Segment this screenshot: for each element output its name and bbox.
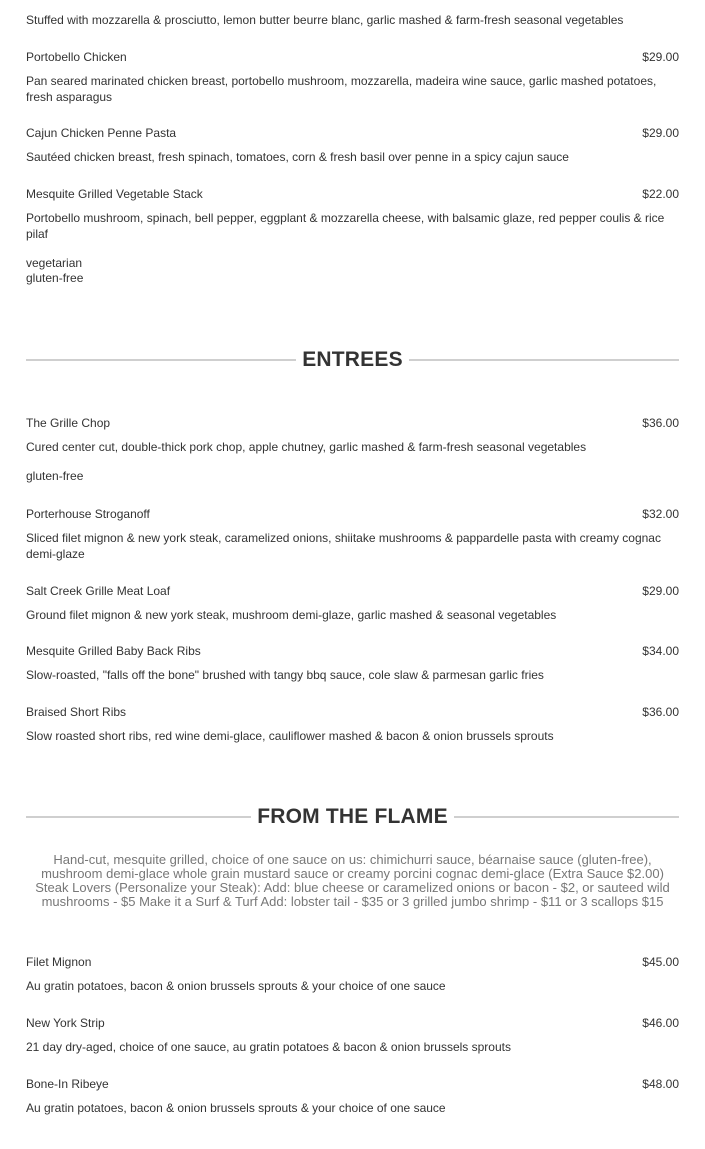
menu-item bbox=[26, 1076, 679, 1116]
section-title: FROM THE FLAME bbox=[257, 805, 448, 828]
menu-item bbox=[26, 125, 679, 165]
item-price: $36.00 bbox=[642, 416, 679, 430]
item-name: Cajun Chicken Penne Pasta bbox=[26, 126, 177, 140]
menu-item bbox=[26, 704, 679, 744]
item-price: $34.00 bbox=[642, 644, 679, 658]
tag-vegetarian: vegetarian bbox=[26, 256, 83, 270]
menu-item bbox=[26, 415, 679, 455]
item-description: Stuffed with mozzarella & prosciutto, lemon butter beurre blanc, garlic mashed & farm-fresh seasonal vegetables bbox=[26, 13, 624, 27]
item-price: $29.00 bbox=[642, 584, 679, 598]
divider bbox=[454, 816, 679, 818]
menu-item-partial bbox=[26, 12, 679, 28]
item-name: Salt Creek Grille Meat Loaf bbox=[26, 584, 171, 598]
divider bbox=[26, 359, 296, 361]
item-name: Portobello Chicken bbox=[26, 50, 127, 64]
item-description: Au gratin potatoes, bacon & onion brussels sprouts & your choice of one sauce bbox=[26, 979, 446, 993]
menu-item bbox=[26, 49, 679, 105]
menu-item bbox=[26, 1015, 679, 1055]
menu-item bbox=[26, 506, 679, 562]
tag-gluten-free: gluten-free bbox=[26, 469, 84, 483]
item-name: Bone-In Ribeye bbox=[26, 1077, 109, 1091]
item-price: $36.00 bbox=[642, 705, 679, 719]
section-title: ENTREES bbox=[302, 348, 403, 371]
item-price: $32.00 bbox=[642, 507, 679, 521]
item-description: Slow roasted short ribs, red wine demi-glace, cauliflower mashed & bacon & onion brussels sprouts bbox=[26, 729, 554, 743]
divider bbox=[26, 816, 251, 818]
tag-gluten-free: gluten-free bbox=[26, 271, 84, 285]
section-header-entrees bbox=[26, 348, 679, 372]
item-price: $29.00 bbox=[642, 126, 679, 140]
item-name: Mesquite Grilled Baby Back Ribs bbox=[26, 644, 201, 658]
section-header-flame bbox=[26, 805, 679, 829]
menu-item bbox=[26, 583, 679, 623]
menu-item bbox=[26, 643, 679, 683]
item-description: Portobello mushroom, spinach, bell pepper, eggplant & mozzarella cheese, with balsamic glaze, red pepper coulis & rice pilaf bbox=[26, 211, 665, 241]
item-description: Cured center cut, double-thick pork chop, apple chutney, garlic mashed & farm-fresh seasonal vegetables bbox=[26, 440, 587, 454]
item-description: Sliced filet mignon & new york steak, caramelized onions, shiitake mushrooms & pappardelle pasta with creamy cognac demi-glaze bbox=[26, 531, 661, 561]
section-note: Hand-cut, mesquite grilled, choice of one sauce on us: chimichurri sauce, béarnaise sauce (gluten-free), mushroom demi-glace whole grain mustard sauce or creamy porcini cognac demi-glace (Extra Sauce $2.00) Steak Lovers (Personalize your Steak): Add: blue cheese or caramelized onions or bacon - $2, or sauteed wild mushrooms - $5 Make it a Surf & Turf Add: lobster tail - $35 or 3 grilled jumbo shrimp - $11 or 3 scallops $15 bbox=[35, 852, 670, 909]
menu-item bbox=[26, 954, 679, 994]
item-description: 21 day dry-aged, choice of one sauce, au gratin potatoes & bacon & onion brussels sprouts bbox=[26, 1040, 511, 1054]
item-name: New York Strip bbox=[26, 1016, 105, 1030]
item-name: Porterhouse Stroganoff bbox=[26, 507, 150, 521]
item-description: Au gratin potatoes, bacon & onion brussels sprouts & your choice of one sauce bbox=[26, 1101, 446, 1115]
item-description: Ground filet mignon & new york steak, mushroom demi-glaze, garlic mashed & seasonal vegetables bbox=[26, 608, 557, 622]
item-price: $48.00 bbox=[642, 1077, 679, 1091]
item-description: Sautéed chicken breast, fresh spinach, tomatoes, corn & fresh basil over penne in a spicy cajun sauce bbox=[26, 150, 569, 164]
dietary-tags bbox=[26, 469, 83, 484]
divider bbox=[409, 359, 679, 361]
item-name: Braised Short Ribs bbox=[26, 705, 127, 719]
item-name: Filet Mignon bbox=[26, 955, 92, 969]
item-description: Slow-roasted, "falls off the bone" brushed with tangy bbq sauce, cole slaw & parmesan garlic fries bbox=[26, 668, 544, 682]
item-description: Pan seared marinated chicken breast, portobello mushroom, mozzarella, madeira wine sauce, garlic mashed potatoes, fresh asparagus bbox=[26, 74, 657, 104]
item-price: $45.00 bbox=[642, 955, 679, 969]
item-price: $46.00 bbox=[642, 1016, 679, 1030]
item-name: The Grille Chop bbox=[26, 416, 111, 430]
item-name: Mesquite Grilled Vegetable Stack bbox=[26, 187, 203, 201]
dietary-tags bbox=[26, 256, 83, 286]
item-price: $22.00 bbox=[642, 187, 679, 201]
item-price: $29.00 bbox=[642, 50, 679, 64]
menu-item bbox=[26, 186, 679, 242]
